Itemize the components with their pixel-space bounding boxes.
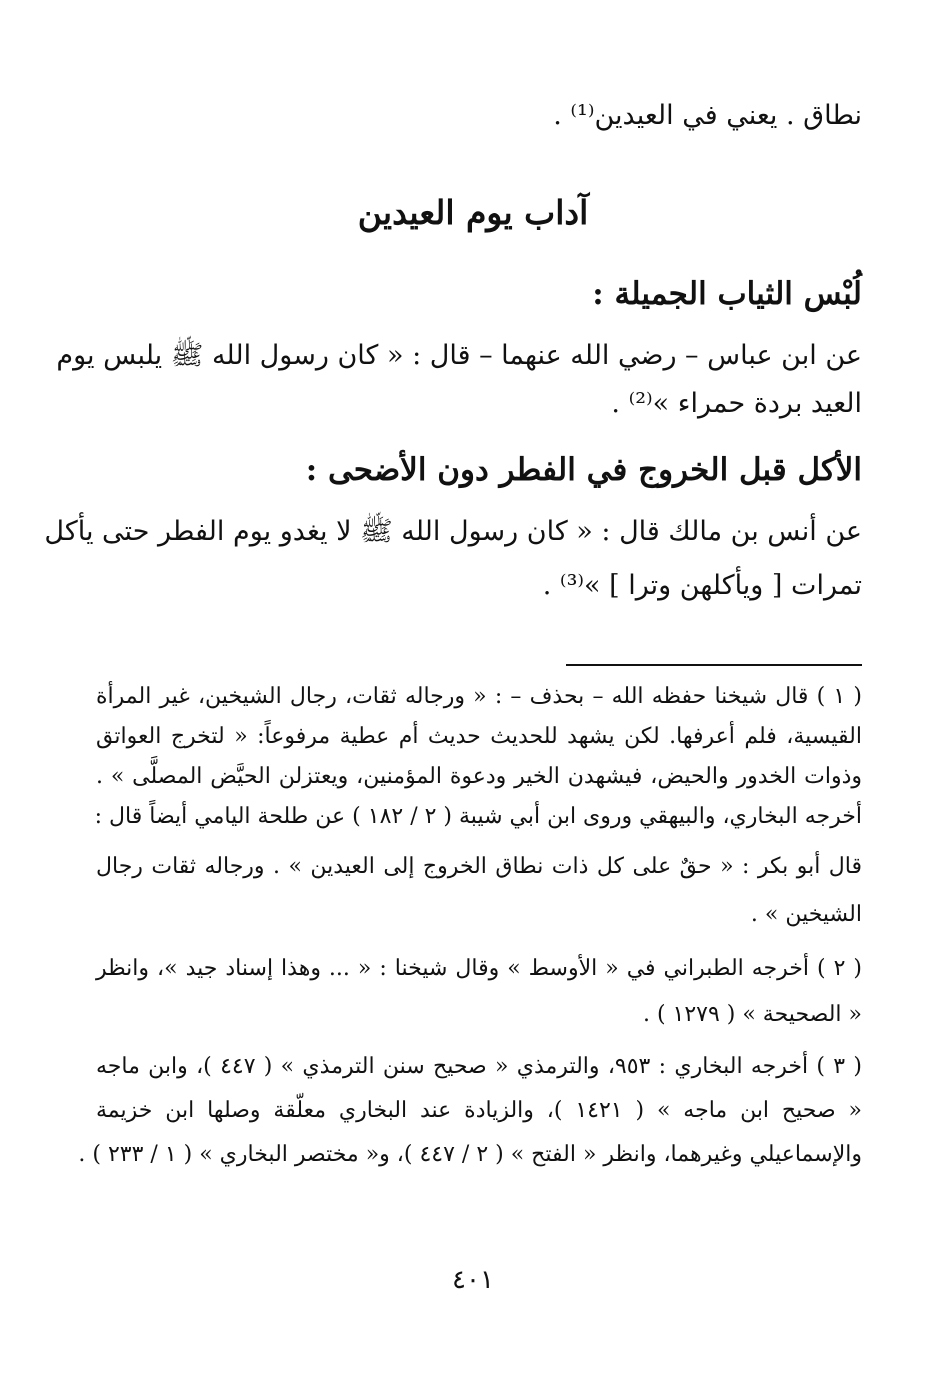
page-number: ٤٠١ <box>452 1265 494 1295</box>
footnote-1-line-6: الشيخين » . <box>750 902 862 927</box>
hadith-1-line-2: العيد بردة حمراء »⁽²⁾ . <box>611 388 862 419</box>
footnote-1-line-3: وذوات الخدور والحيض، فيشهدن الخير ودعوة المؤمنين، ويعتزلن الحيَّض المصلَّى » . <box>96 764 862 789</box>
footnote-3-line-2: « صحيح ابن ماجه » ( ١٤٢١ )، والزيادة عند البخاري معلّقة وصلها ابن خزيمة <box>96 1098 862 1123</box>
hadith-2-line-2: تمرات [ ويأكلهن وترا ] »⁽³⁾ . <box>542 570 862 601</box>
footnote-1-line-4: أخرجه البخاري، والبيهقي وروى ابن أبي شيبة ( ٢ / ١٨٢ ) عن طلحة اليامي أيضاً قال : <box>94 804 862 829</box>
hadith-1-line-1: عن ابن عباس – رضي الله عنهما – قال : « كان رسول الله ﷺ يلبس يوم <box>56 340 862 371</box>
footnote-1-line-1: ( ١ ) قال شيخنا حفظه الله – بحذف – : « ورجاله ثقات، رجال الشيخين، غير المرأة <box>96 684 862 709</box>
continuation-line: نطاق . يعني في العيدين⁽¹⁾ . <box>553 100 862 131</box>
footnote-1-line-2: القيسية، فلم أعرفها. لكن يشهد للحديث حديث أم عطية مرفوعاً: « لتخرج العواتق <box>96 724 862 749</box>
subheading-eating: الأكل قبل الخروج في الفطر دون الأضحى : <box>305 452 862 488</box>
subheading-clothing: لُبْس الثياب الجميلة : <box>592 276 862 312</box>
footnote-3-line-3: والإسماعيلي وغيرهما، وانظر « الفتح » ( ٢ / ٤٤٧ )، و« مختصر البخاري » ( ١ / ٢٣٣ ) . <box>78 1142 862 1167</box>
footnote-3-line-1: ( ٣ ) أخرجه البخاري : ٩٥٣، والترمذي « صحيح سنن الترمذي » ( ٤٤٧ )، وابن ماجه <box>96 1054 863 1079</box>
footnote-separator <box>566 664 862 666</box>
hadith-2-line-1: عن أنس بن مالك قال : « كان رسول الله ﷺ لا يغدو يوم الفطر حتى يأكل <box>44 516 862 547</box>
footnote-2-line-2: « الصحيحة » ( ١٢٧٩ ) . <box>642 1002 862 1027</box>
footnote-1-line-5: قال أبو بكر : « حقٌ على كل ذات نطاق الخروج إلى العيدين » . ورجاله ثقات رجال <box>96 854 862 879</box>
footnote-2-line-1: ( ٢ ) أخرجه الطبراني في « الأوسط » وقال شيخنا : « ... وهذا إسناد جيد »، وانظر <box>96 956 862 981</box>
section-heading: آداب يوم العيدين <box>357 193 589 232</box>
